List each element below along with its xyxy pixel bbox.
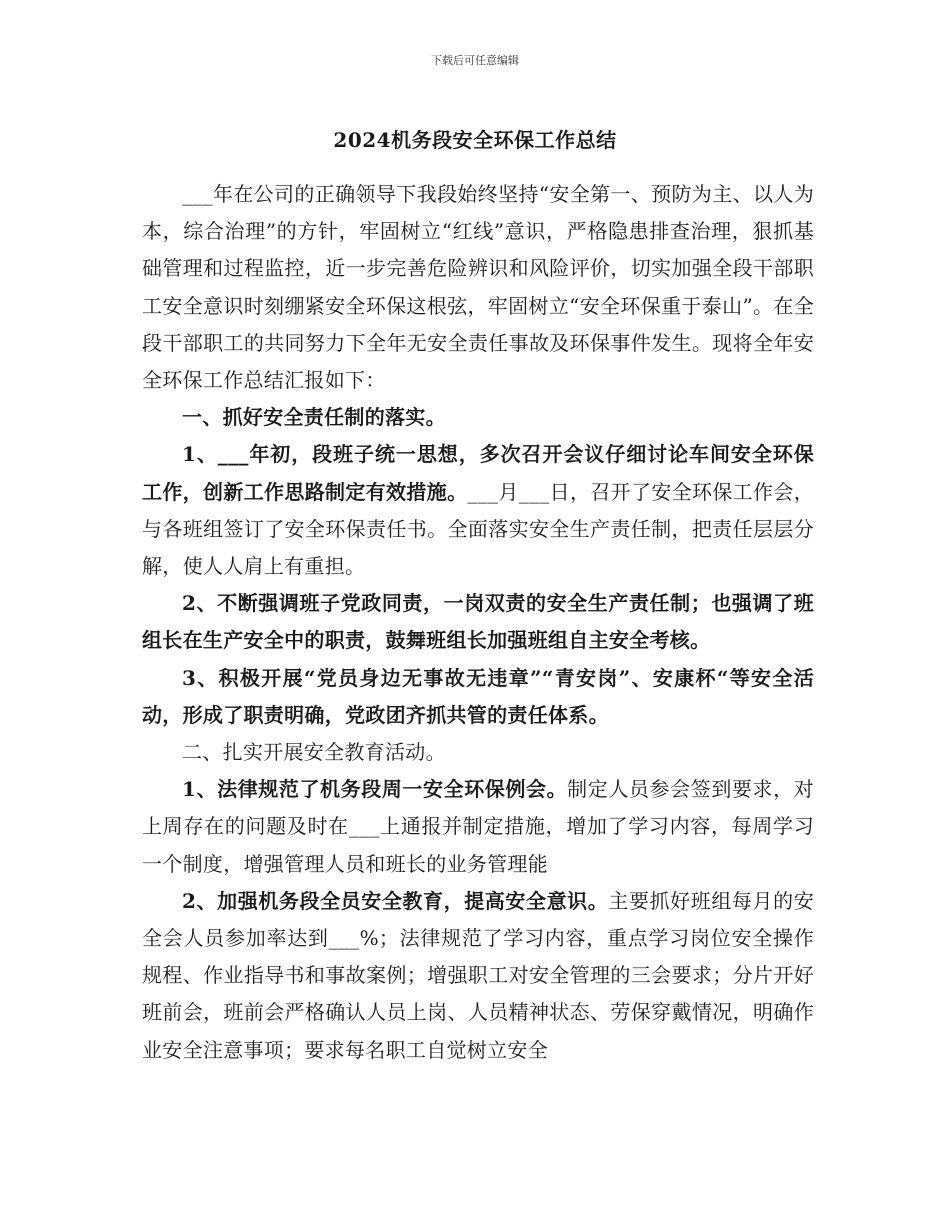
- paragraph-bold: 1、___年初，段班子统一思想，多次召开会议仔细讨论车间安全环保工作，创新工作思路制定有效措施。: [142, 442, 814, 504]
- document-body: [142, 176, 814, 1069]
- paragraph-2-1: [142, 771, 814, 883]
- paragraph-1-2: [142, 585, 814, 659]
- paragraph-text: 二、扎实开展安全教育活动。: [182, 740, 446, 765]
- paragraph-1-1: [142, 436, 814, 585]
- header-note: 下载后可任意编辑: [431, 54, 519, 67]
- section-heading-1: [142, 399, 814, 436]
- paragraph-2-2: [142, 883, 814, 1069]
- paragraph-text: 制定人员参会签到要求，对上周存在的问题及时在___上通报并制定措施，增加了学习内容，每周学习一个制度，增强管理人员和班长的业务管理能: [142, 777, 814, 876]
- paragraph-bold: 一、抓好安全责任制的落实。: [182, 405, 446, 430]
- paragraph-text: 主要抓好班组每月的安全会人员参加率达到___%；法律规范了学习内容，重点学习岗位安全操作规程、作业指导书和事故案例；增强职工对安全管理的三会要求；分片开好班前会，班前会严格确认人员上岗、人员精神状态、劳保穿戴情况，明确作业安全注意事项；要求每名职工自觉树立安全: [142, 888, 815, 1062]
- section-heading-2: [142, 734, 814, 771]
- paragraph-1-3: [142, 660, 814, 734]
- paragraph-bold: 3、积极开展“党员身边无事故无违章”“青安岗”、安康杯“等安全活动，形成了职责明确，党政团齐抓共管的责任体系。: [142, 665, 814, 727]
- paragraph-text: ___月___日，召开了安全环保工作会，与各班组签订了安全环保责任书。全面落实安全生产责任制，把责任层层分解，使人人肩上有重担。: [142, 479, 814, 579]
- document-title: 2024机务段安全环保工作总结: [333, 128, 617, 152]
- paragraph-bold: 1、法律规范了机务段周一安全环保例会。: [182, 777, 568, 802]
- paragraph-text: ___年在公司的正确领导下我段始终坚持“安全第一、预防为主、以人为本，综合治理”的方针，牢固树立“红线”意识，严格隐患排查治理，狠抓基础管理和过程监控，近一步完善危险辨识和风险评价，切实加强全段干部职工安全意识时刻绷紧安全环保这根弦，牢固树立“安全环保重于泰山”。在全段干部职工的共同努力下全年无安全责任事故及环保事件发生。现将全年安全环保工作总结汇报如下：: [142, 182, 814, 393]
- paragraph-bold: 2、不断强调班子党政同责，一岗双责的安全生产责任制；也强调了班组长在生产安全中的职责，鼓舞班组长加强班组自主安全考核。: [142, 591, 814, 653]
- paragraph-bold: 2、加强机务段全员安全教育，提高安全意识。: [182, 888, 609, 913]
- paragraph-intro: [142, 176, 814, 399]
